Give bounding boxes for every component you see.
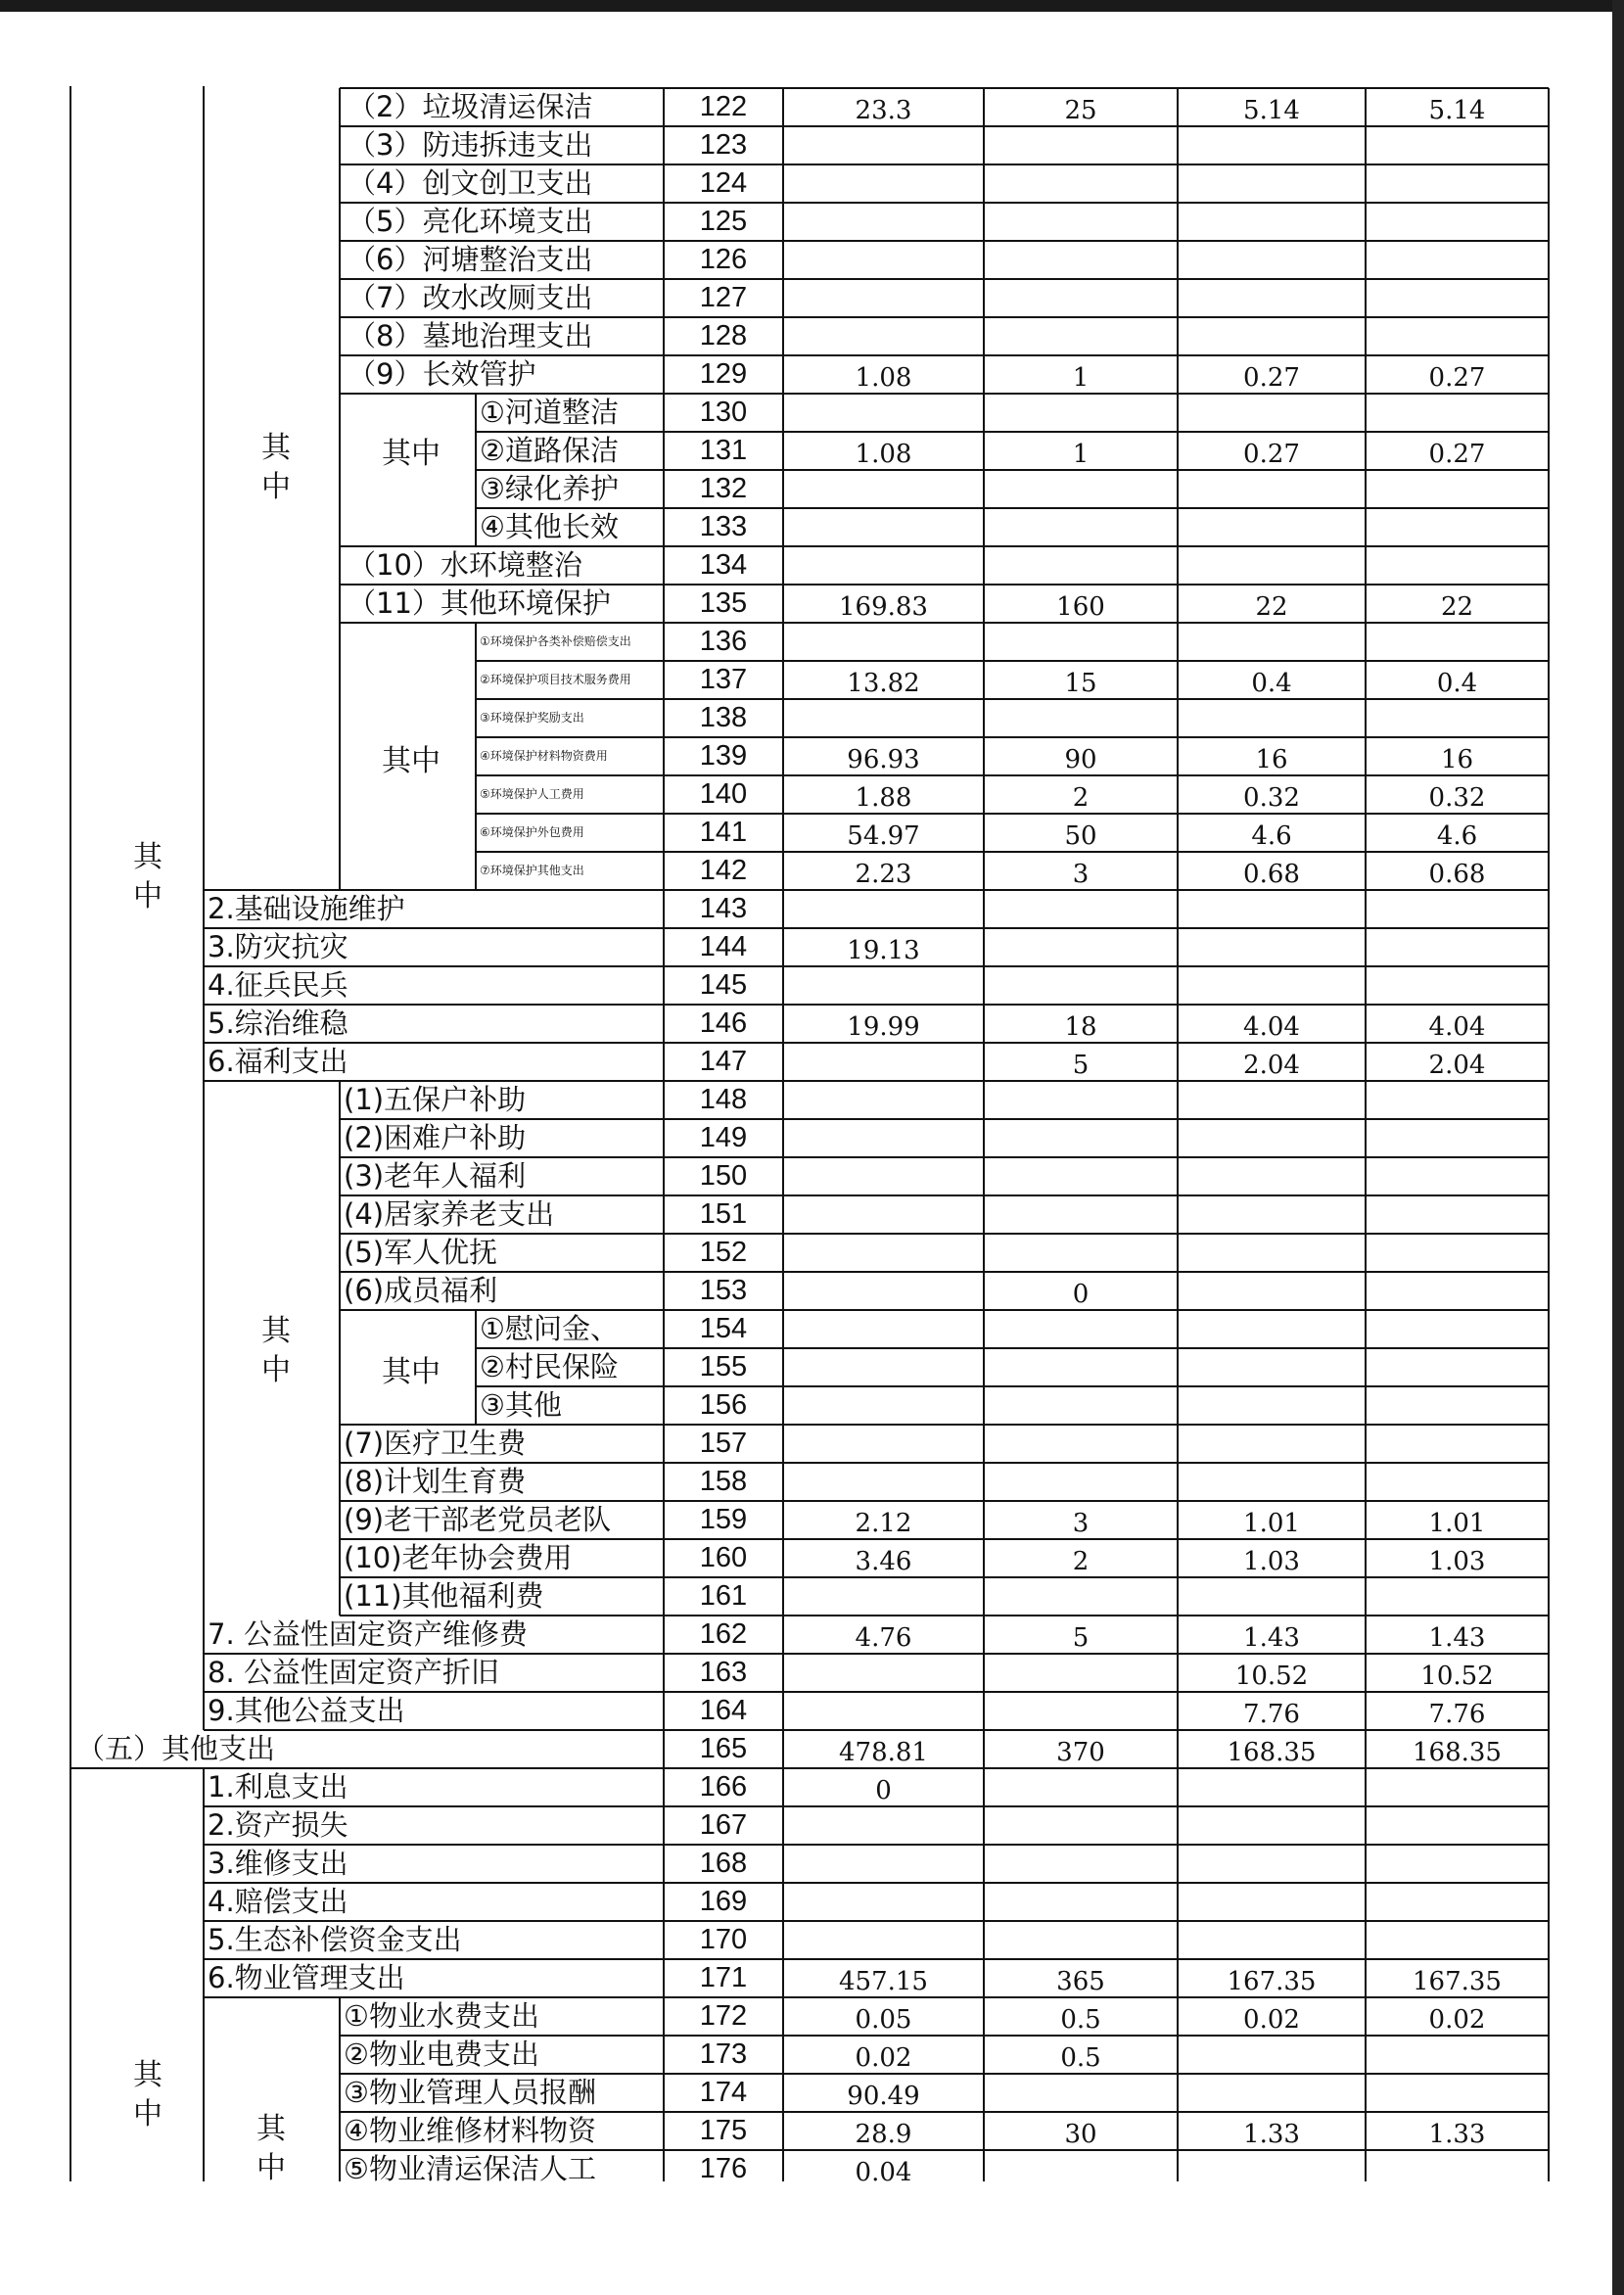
row-code: 160 <box>699 1542 748 1573</box>
row-rule <box>476 431 1549 433</box>
row-code: 163 <box>699 1657 748 1688</box>
row-rule <box>204 1004 1549 1006</box>
value-c1: 28.9 <box>855 2120 912 2149</box>
value-c3: 1.03 <box>1243 1547 1300 1576</box>
row-label: ⑦环境保护其他支出 <box>480 864 584 877</box>
value-c4: 4.04 <box>1428 1012 1486 1042</box>
value-c4: 4.6 <box>1436 821 1478 851</box>
row-label: ⑤物业清运保洁人工 <box>344 2152 596 2185</box>
value-c1: 19.13 <box>847 936 920 965</box>
row-rule <box>204 1805 1549 1807</box>
value-c1: 4.76 <box>855 1623 912 1653</box>
row-label: （8）墓地治理支出 <box>348 319 593 352</box>
value-c4: 167.35 <box>1413 1967 1502 1996</box>
row-code: 134 <box>699 549 748 581</box>
row-label: (10)老年协会费用 <box>344 1541 573 1574</box>
value-c2: 30 <box>1064 2120 1097 2149</box>
row-code: 129 <box>699 358 748 390</box>
value-c1: 3.46 <box>855 1547 912 1576</box>
value-c4: 0.02 <box>1428 2005 1486 2035</box>
row-label: ②道路保洁 <box>480 434 619 467</box>
inner-left-rule <box>203 1768 205 2181</box>
row-rule <box>340 2035 1549 2037</box>
value-c2: 3 <box>1072 1509 1090 1538</box>
row-rule <box>204 965 1549 967</box>
row-label: 3.防灾抗灾 <box>208 930 348 963</box>
row-label: (2)困难户补助 <box>344 1121 527 1154</box>
row-rule <box>340 240 1549 242</box>
group-label-property: 其中 <box>256 2112 286 2185</box>
value-c2: 18 <box>1064 1012 1097 1042</box>
row-code: 169 <box>699 1886 748 1917</box>
value-c1: 457.15 <box>839 1967 928 1996</box>
row-rule <box>340 316 1549 318</box>
value-c4: 5.14 <box>1428 96 1486 125</box>
value-c1: 0.02 <box>855 2043 912 2073</box>
row-rule <box>340 354 1549 356</box>
row-label: 5.综治维稳 <box>208 1007 348 1040</box>
row-label: ②村民保险 <box>480 1350 619 1383</box>
row-code: 171 <box>699 1962 748 1993</box>
row-rule <box>340 1118 1549 1120</box>
row-code: 150 <box>699 1160 748 1192</box>
row-label: (5)军人优抚 <box>344 1236 498 1269</box>
value-c1: 2.12 <box>855 1509 912 1538</box>
column-rule <box>1548 88 1550 2181</box>
row-rule <box>340 393 1549 395</box>
row-code: 139 <box>699 740 748 772</box>
value-c4: 1.33 <box>1428 2120 1486 2149</box>
value-c2: 5 <box>1072 1623 1090 1653</box>
level2-rule <box>339 1997 341 2181</box>
value-c1: 169.83 <box>839 592 928 622</box>
value-c2: 50 <box>1064 821 1097 851</box>
row-label: （2）垃圾清运保洁 <box>348 90 593 123</box>
value-c3: 7.76 <box>1243 1700 1300 1729</box>
value-c3: 0.32 <box>1243 783 1300 813</box>
row-label: 2.资产损失 <box>208 1808 348 1842</box>
row-label: 7. 公益性固定资产维修费 <box>208 1617 528 1651</box>
row-code: 170 <box>699 1924 748 1955</box>
row-label: 4.赔偿支出 <box>208 1885 348 1918</box>
row-code: 127 <box>699 282 748 313</box>
row-label: ②环境保护项目技术服务费用 <box>480 673 631 686</box>
group-label-env-other: 其中 <box>382 744 441 778</box>
row-code: 158 <box>699 1466 748 1497</box>
column-rule <box>1365 88 1367 2181</box>
row-rule <box>340 622 1549 624</box>
value-c1: 23.3 <box>855 96 912 125</box>
row-label: （3）防违拆违支出 <box>348 128 593 162</box>
value-c3: 0.27 <box>1243 440 1300 469</box>
row-label: (7)医疗卫生费 <box>344 1427 527 1460</box>
value-c3: 0.27 <box>1243 363 1300 393</box>
value-c4: 2.04 <box>1428 1051 1486 1080</box>
row-rule <box>70 1767 1549 1769</box>
level3-rule <box>475 623 477 890</box>
value-c3: 10.52 <box>1234 1662 1309 1691</box>
row-rule <box>204 927 1549 929</box>
row-code: 135 <box>699 587 748 619</box>
level2-rule <box>339 88 341 890</box>
row-label: （9）长效管护 <box>348 357 536 391</box>
row-code: 149 <box>699 1122 748 1153</box>
row-label: (8)计划生育费 <box>344 1465 527 1498</box>
row-rule <box>476 507 1549 509</box>
value-c3: 1.01 <box>1243 1509 1300 1538</box>
row-code: 148 <box>699 1084 748 1115</box>
level3-rule <box>475 394 477 546</box>
row-rule <box>340 1424 1549 1426</box>
row-label: （6）河塘整治支出 <box>348 243 593 276</box>
value-c2: 1 <box>1072 440 1090 469</box>
row-label: (9)老干部老党员老队 <box>344 1503 612 1536</box>
value-c2: 25 <box>1064 96 1097 125</box>
row-label: ⑥环境保护外包费用 <box>480 825 584 839</box>
row-rule <box>340 584 1549 585</box>
row-rule <box>340 1233 1549 1235</box>
row-code: 161 <box>699 1580 748 1612</box>
value-c1: 19.99 <box>847 1012 920 1042</box>
row-label: ③环境保护奖励支出 <box>480 711 584 725</box>
row-label: ⑤环境保护人工费用 <box>480 787 584 801</box>
row-label: (4)居家养老支出 <box>344 1197 555 1231</box>
value-c3: 167.35 <box>1227 1967 1317 1996</box>
row-rule <box>340 1194 1549 1196</box>
row-rule <box>476 851 1549 853</box>
row-code: 145 <box>699 969 748 1001</box>
row-code: 152 <box>699 1237 748 1268</box>
row-label: ①慰问金、 <box>480 1312 619 1345</box>
row-code: 175 <box>699 2115 748 2146</box>
row-label: （7）改水改厕支出 <box>348 281 593 314</box>
row-rule <box>204 1844 1549 1846</box>
value-c4: 7.76 <box>1428 1700 1486 1729</box>
value-c3: 1.33 <box>1243 2120 1300 2149</box>
value-c3: 5.14 <box>1243 96 1300 125</box>
value-c4: 16 <box>1440 745 1474 774</box>
value-c2: 0.5 <box>1060 2005 1101 2035</box>
row-label: （五）其他支出 <box>76 1732 276 1765</box>
row-code: 153 <box>699 1275 748 1306</box>
row-code: 137 <box>699 664 748 695</box>
value-c2: 90 <box>1064 745 1097 774</box>
row-code: 140 <box>699 778 748 810</box>
row-code: 123 <box>699 129 748 161</box>
row-label: ③绿化养护 <box>480 472 619 505</box>
row-rule <box>340 1156 1549 1158</box>
row-label: ③物业管理人员报酬 <box>344 2076 596 2109</box>
row-rule <box>204 1042 1549 1044</box>
row-rule <box>476 736 1549 738</box>
row-label: 6.福利支出 <box>208 1045 348 1078</box>
value-c3: 16 <box>1255 745 1288 774</box>
row-code: 133 <box>699 511 748 542</box>
outer-left-rule <box>70 86 71 2181</box>
value-c2: 2 <box>1072 783 1090 813</box>
row-code: 131 <box>699 435 748 466</box>
row-code: 165 <box>699 1733 748 1764</box>
value-c1: 1.08 <box>855 440 912 469</box>
value-c3: 1.43 <box>1243 1623 1300 1653</box>
group-label-maintenance: 其中 <box>382 437 441 471</box>
level3-rule <box>475 1310 477 1425</box>
row-rule <box>340 125 1549 127</box>
value-c1: 478.81 <box>839 1738 928 1767</box>
value-c1: 0.05 <box>855 2005 912 2035</box>
row-rule <box>204 1882 1549 1884</box>
value-c1: 2.23 <box>855 860 912 889</box>
value-c3: 2.04 <box>1243 1051 1300 1080</box>
row-label: ①河道整洁 <box>480 396 619 429</box>
row-code: 154 <box>699 1313 748 1344</box>
row-rule <box>476 698 1549 700</box>
row-label: 9.其他公益支出 <box>208 1694 405 1727</box>
row-code: 151 <box>699 1198 748 1230</box>
row-code: 168 <box>699 1848 748 1879</box>
row-rule <box>340 2149 1549 2151</box>
row-rule <box>204 1729 1549 1731</box>
group-label-outer-1: 其中 <box>133 840 162 913</box>
row-rule <box>204 1653 1549 1655</box>
value-c1: 13.82 <box>847 669 920 698</box>
value-c3: 0.68 <box>1243 860 1300 889</box>
value-c3: 4.04 <box>1243 1012 1300 1042</box>
group-label-outer-2: 其中 <box>133 2058 162 2131</box>
row-label: 3.维修支出 <box>208 1847 348 1880</box>
column-rule <box>1177 88 1179 2181</box>
value-c2: 2 <box>1072 1547 1090 1576</box>
row-code: 156 <box>699 1389 748 1421</box>
value-c4: 0.27 <box>1428 440 1486 469</box>
value-c3: 4.6 <box>1251 821 1292 851</box>
row-code: 124 <box>699 167 748 199</box>
level2-rule <box>339 1081 341 1616</box>
value-c1: 54.97 <box>847 821 920 851</box>
inner-left-rule <box>203 86 205 1730</box>
row-rule <box>476 469 1549 471</box>
value-c2: 0 <box>1072 1280 1090 1309</box>
row-rule <box>204 1080 1549 1082</box>
row-label: (6)成员福利 <box>344 1274 498 1307</box>
row-rule <box>340 164 1549 165</box>
row-code: 142 <box>699 855 748 886</box>
value-c3: 0.02 <box>1243 2005 1300 2035</box>
group-label-environment: 其中 <box>261 431 291 504</box>
row-code: 122 <box>699 91 748 122</box>
row-label: （5）亮化环境支出 <box>348 205 593 238</box>
value-c1: 1.08 <box>855 363 912 393</box>
value-c4: 22 <box>1440 592 1474 622</box>
value-c1: 90.49 <box>847 2082 920 2111</box>
row-code: 143 <box>699 893 748 924</box>
top-rule <box>340 87 1549 89</box>
row-rule <box>340 545 1549 547</box>
value-c1: 0.04 <box>855 2158 912 2187</box>
row-label: ②物业电费支出 <box>344 2037 539 2071</box>
row-code: 159 <box>699 1504 748 1535</box>
row-code: 144 <box>699 931 748 962</box>
row-label: （10）水环境整治 <box>348 548 582 582</box>
row-label: ④环境保护材料物资费用 <box>480 749 608 763</box>
row-code: 126 <box>699 244 748 275</box>
row-code: 125 <box>699 206 748 237</box>
value-c2: 1 <box>1072 363 1090 393</box>
row-rule <box>476 1385 1549 1387</box>
row-rule <box>340 1462 1549 1464</box>
row-code: 162 <box>699 1618 748 1650</box>
row-label: ①环境保护各类补偿赔偿支出 <box>480 634 631 648</box>
row-rule <box>204 889 1549 891</box>
value-c4: 0.32 <box>1428 783 1486 813</box>
row-code: 147 <box>699 1046 748 1077</box>
value-c4: 0.27 <box>1428 363 1486 393</box>
row-rule <box>476 1347 1549 1349</box>
value-c2: 0.5 <box>1060 2043 1101 2073</box>
row-code: 172 <box>699 2000 748 2032</box>
value-c3: 0.4 <box>1251 669 1292 698</box>
row-rule <box>340 202 1549 204</box>
row-rule <box>340 1615 1549 1616</box>
row-label: 5.生态补偿资金支出 <box>208 1923 462 1956</box>
row-code: 157 <box>699 1428 748 1459</box>
value-c4: 1.01 <box>1428 1509 1486 1538</box>
row-label: （11）其他环境保护 <box>348 586 611 620</box>
row-code: 173 <box>699 2038 748 2070</box>
value-c3: 22 <box>1255 592 1288 622</box>
row-code: 128 <box>699 320 748 351</box>
row-rule <box>340 1576 1549 1578</box>
row-code: 167 <box>699 1809 748 1841</box>
value-c1: 1.88 <box>855 783 912 813</box>
row-rule <box>340 1271 1549 1273</box>
row-label: (11)其他福利费 <box>344 1579 544 1613</box>
row-rule <box>204 1996 1549 1998</box>
row-label: 2.基础设施维护 <box>208 892 405 925</box>
row-rule <box>204 1920 1549 1922</box>
value-c4: 0.68 <box>1428 860 1486 889</box>
value-c2: 160 <box>1056 592 1105 622</box>
value-c2: 15 <box>1064 669 1097 698</box>
value-c2: 3 <box>1072 860 1090 889</box>
row-code: 155 <box>699 1351 748 1382</box>
row-rule <box>340 1538 1549 1540</box>
value-c4: 0.4 <box>1436 669 1478 698</box>
row-rule <box>204 1958 1549 1960</box>
value-c4: 1.43 <box>1428 1623 1486 1653</box>
row-label: (1)五保户补助 <box>344 1083 527 1116</box>
row-code: 132 <box>699 473 748 504</box>
value-c1: 0 <box>875 1776 892 1805</box>
row-rule <box>340 1500 1549 1502</box>
row-label: 6.物业管理支出 <box>208 1961 405 1994</box>
row-rule <box>476 660 1549 662</box>
row-label: 8. 公益性固定资产折旧 <box>208 1656 499 1689</box>
row-label: 1.利息支出 <box>208 1770 348 1803</box>
row-rule <box>340 2073 1549 2075</box>
value-c4: 1.03 <box>1428 1547 1486 1576</box>
row-rule <box>340 1309 1549 1311</box>
row-rule <box>476 813 1549 815</box>
row-label: ④其他长效 <box>480 510 619 543</box>
value-c3: 168.35 <box>1227 1738 1317 1767</box>
row-code: 166 <box>699 1771 748 1803</box>
row-rule <box>204 1691 1549 1693</box>
row-code: 141 <box>699 817 748 848</box>
row-label: (3)老年人福利 <box>344 1159 527 1193</box>
row-code: 176 <box>699 2153 748 2184</box>
row-rule <box>340 2111 1549 2113</box>
row-label: ③其他 <box>480 1388 562 1422</box>
value-c4: 168.35 <box>1413 1738 1502 1767</box>
column-rule <box>983 88 985 2181</box>
row-code: 174 <box>699 2077 748 2108</box>
row-code: 130 <box>699 397 748 428</box>
value-c1: 96.93 <box>847 745 920 774</box>
row-code: 164 <box>699 1695 748 1726</box>
value-c2: 5 <box>1072 1051 1090 1080</box>
row-code: 136 <box>699 626 748 657</box>
group-label-welfare: 其中 <box>261 1314 291 1387</box>
row-code: 146 <box>699 1007 748 1039</box>
row-code: 138 <box>699 702 748 733</box>
row-rule <box>340 278 1549 280</box>
row-label: ④物业维修材料物资 <box>344 2114 596 2147</box>
value-c2: 370 <box>1056 1738 1105 1767</box>
row-rule <box>476 774 1549 776</box>
value-c4: 10.52 <box>1420 1662 1494 1691</box>
group-label-member-welfare: 其中 <box>382 1355 441 1389</box>
row-label: （4）创文创卫支出 <box>348 166 593 200</box>
row-label: 4.征兵民兵 <box>208 968 348 1002</box>
row-label: ①物业水费支出 <box>344 1999 539 2033</box>
value-c2: 365 <box>1056 1967 1105 1996</box>
